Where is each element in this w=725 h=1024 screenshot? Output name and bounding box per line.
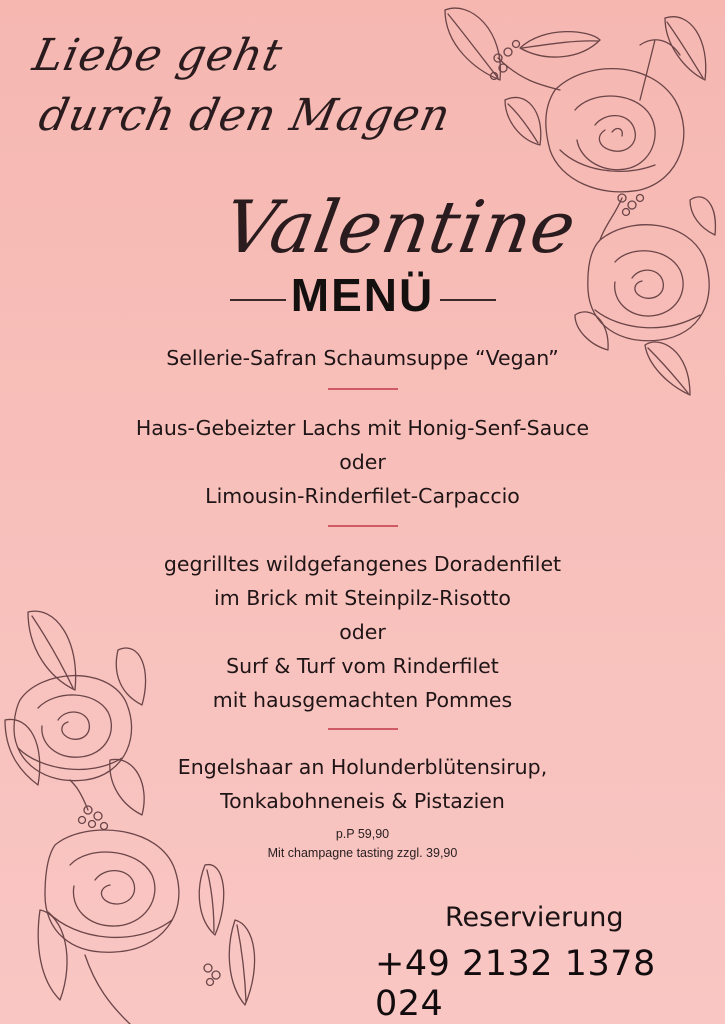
course-main-2a: Surf & Turf vom Rinderfilet <box>226 654 499 678</box>
separator <box>328 388 398 390</box>
course-main-2b: mit hausgemachten Pommes <box>212 688 513 712</box>
title-script: Valentine <box>217 185 583 269</box>
course-or: oder <box>339 620 386 644</box>
course-starter-1: Haus-Gebeizter Lachs mit Honig-Senf-Sauce <box>135 416 590 440</box>
course-or: oder <box>339 450 386 474</box>
separator <box>328 525 398 527</box>
price-champagne: Mit champagne tasting zzgl. 39,90 <box>267 846 458 860</box>
reservation-label: Reservierung <box>445 902 624 933</box>
course-main-1a: gegrilltes wildgefangenes Doradenfilet <box>163 552 562 576</box>
slogan-line-1: Liebe geht <box>28 30 288 81</box>
course-soup: Sellerie-Safran Schaumsuppe “Vegan” <box>166 346 559 370</box>
separator <box>328 728 398 730</box>
slogan-line-2: durch den Magen <box>34 90 456 141</box>
page-title: MENÜ <box>290 269 435 321</box>
price-per-person: p.P 59,90 <box>335 827 390 841</box>
course-starter-2: Limousin-Rinderfilet-Carpaccio <box>205 484 520 508</box>
course-dessert-b: Tonkabohneneis & Pistazien <box>220 789 505 813</box>
title-line-right <box>440 299 496 301</box>
reservation-phone: +49 2132 1378 024 <box>375 944 656 1024</box>
course-dessert-a: Engelshaar an Holunderblütensirup, <box>177 755 548 779</box>
course-main-1b: im Brick mit Steinpilz-Risotto <box>214 586 511 610</box>
